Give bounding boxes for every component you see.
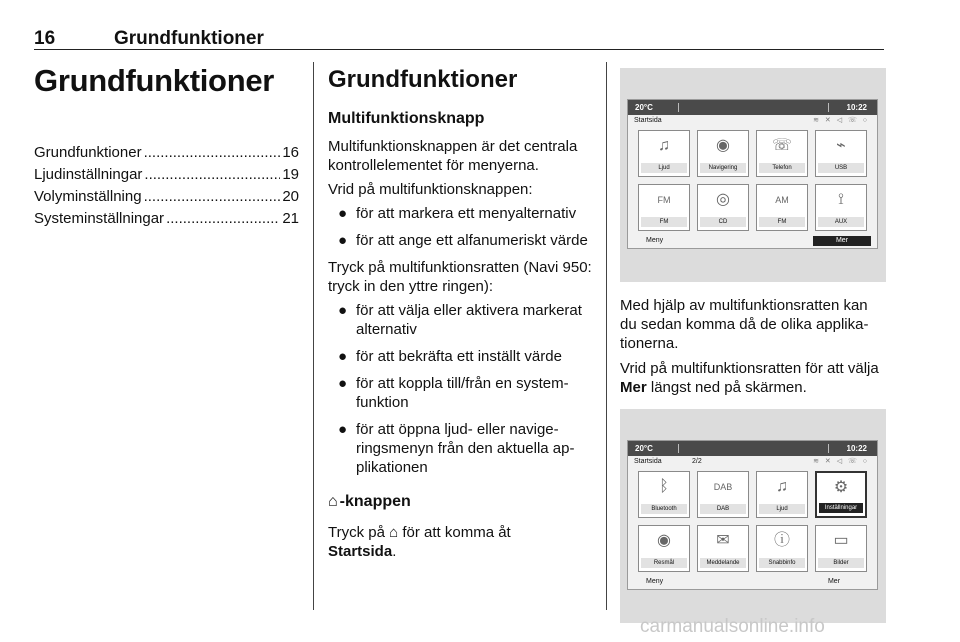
- page-header: [34, 28, 884, 50]
- toc-entry[interactable]: [34, 164, 299, 186]
- toc-label: Volyminställning: [34, 188, 142, 205]
- bullet-text: för att ange ett alfanumeriskt värde: [356, 232, 588, 249]
- toc-page: 20: [282, 188, 299, 205]
- app-tile-audio[interactable]: ♫ Ljud: [638, 130, 690, 177]
- infotainment-screen: [627, 440, 878, 590]
- chapter-title: Grundfunktioner: [34, 63, 275, 98]
- column-divider: [313, 62, 314, 610]
- gear-icon: ⚙: [833, 479, 849, 496]
- toc-leader: [144, 164, 280, 186]
- clock: 10:22: [846, 103, 867, 112]
- screen-bottom-bar: [628, 575, 877, 589]
- home-target: Startsida: [328, 543, 393, 560]
- app-tile-settings[interactable]: ⚙ Inställningar: [815, 471, 867, 518]
- envelope-icon: ✉: [716, 532, 730, 549]
- home-icon: ⌂: [328, 493, 338, 510]
- page-number: 16: [34, 28, 56, 49]
- home-text-post: för att komma åt: [402, 524, 511, 541]
- info-icon: ⓘ: [773, 532, 790, 549]
- app-grid: [638, 471, 870, 572]
- screen-bottom-bar: [628, 234, 877, 248]
- text-bold: Mer: [620, 379, 647, 396]
- app-tile-am[interactable]: AM FM: [756, 184, 808, 231]
- toc-label: Systeminställningar: [34, 210, 165, 227]
- toc-entry[interactable]: [34, 208, 299, 230]
- body-column: [328, 62, 596, 566]
- disc-icon: ◎: [716, 191, 730, 208]
- paragraph: Med hjälp av multifunktionsratten kan du sedan komma då de olika applikationerna.: [620, 297, 869, 352]
- status-bar: [628, 100, 877, 115]
- home-paragraph: [328, 523, 596, 561]
- toc-page: 21: [282, 210, 299, 227]
- phone-icon: ☏: [771, 137, 792, 154]
- audio-icon: ♫: [658, 137, 670, 154]
- push-lead: Tryck på multifunktionsratten (Navi 950: tryck in den yttre ringen):: [328, 259, 592, 295]
- list-item: ● för att markera ett menyalternativ: [328, 204, 596, 223]
- bullet-text: för att bekräfta ett inställt värde: [356, 348, 562, 365]
- app-tile-cd[interactable]: ◎ CD: [697, 184, 749, 231]
- status-icons: ≋ ✕ ◁ ☏ ○: [813, 458, 869, 465]
- subsection-heading: Multifunktionsknapp: [328, 110, 485, 127]
- app-tile-audio[interactable]: ♫ Ljud: [756, 471, 808, 518]
- app-tile-destination[interactable]: ◉ Resmål: [638, 525, 690, 572]
- list-item: ● för att koppla till/från en systemfunktion: [328, 374, 596, 412]
- app-tile-phone[interactable]: ☏ Telefon: [756, 130, 808, 177]
- toc-label: Grundfunktioner: [34, 144, 142, 161]
- app-tile-navigation[interactable]: ◉ Navigering: [697, 130, 749, 177]
- audio-icon: ♫: [776, 478, 788, 495]
- figure-caption-text: [620, 296, 886, 397]
- home-heading-text: -knappen: [339, 493, 411, 510]
- more-button[interactable]: Mer: [813, 236, 871, 246]
- temperature: 20°C: [635, 103, 653, 112]
- globe-icon: ◉: [657, 532, 671, 549]
- home-button-heading: [328, 491, 596, 513]
- toc-leader: [166, 208, 280, 230]
- usb-icon: ⌁: [836, 137, 846, 154]
- toc-entry[interactable]: [34, 186, 299, 208]
- list-item: ● för att öppna ljud- eller navigeringsmenyn från den aktuella applikationen: [328, 420, 596, 477]
- bullet-text: för att markera ett menyalternativ: [356, 205, 577, 222]
- home-icon: ⌂: [389, 524, 399, 541]
- status-icons: ≋ ✕ ◁ ☏ ○: [813, 117, 869, 124]
- toc-leader: [144, 186, 281, 208]
- chapter-column: [34, 62, 299, 230]
- paragraph: [620, 359, 886, 397]
- screen-figure-1: [620, 68, 886, 282]
- globe-icon: ◉: [716, 137, 730, 154]
- picture-icon: ▭: [833, 532, 849, 549]
- screen-subheader: [628, 456, 877, 468]
- app-tile-messages[interactable]: ✉ Meddelande: [697, 525, 749, 572]
- toc-leader: [144, 142, 281, 164]
- bullet-text: för att öppna ljud- eller navigeringsmenyn från den aktuella applikationen: [356, 421, 575, 476]
- more-button[interactable]: Mer: [827, 578, 841, 585]
- home-text-pre: Tryck på: [328, 524, 385, 541]
- screen-subheader: [628, 115, 877, 127]
- app-tile-usb[interactable]: ⌁ USB: [815, 130, 867, 177]
- bullet-text: för att koppla till/från en systemfunktion: [356, 375, 569, 411]
- app-tile-fm[interactable]: FM FM: [638, 184, 690, 231]
- app-tile-bluetooth[interactable]: ᛒ Bluetooth: [638, 471, 690, 518]
- app-tile-pictures[interactable]: ▭ Bilder: [815, 525, 867, 572]
- page-indicator: 2/2: [692, 458, 702, 465]
- list-item: ● för att ange ett alfanumeriskt värde: [328, 231, 596, 250]
- aux-icon: ⟟: [838, 191, 844, 208]
- menu-button[interactable]: Meny: [646, 578, 664, 585]
- toc-page: 19: [282, 166, 299, 183]
- table-of-contents: [34, 142, 299, 230]
- app-tile-aux[interactable]: ⟟ AUX: [815, 184, 867, 231]
- radio-icon: AM: [775, 195, 789, 205]
- figure-column: [620, 62, 886, 623]
- turn-lead: Vrid på multifunktionsknappen:: [328, 181, 533, 198]
- list-item: ● för att bekräfta ett inställt värde: [328, 347, 596, 366]
- home-period: .: [392, 543, 397, 560]
- radio-icon: FM: [657, 195, 671, 205]
- toc-label: Ljudinställningar: [34, 166, 143, 183]
- bluetooth-icon: ᛒ: [659, 478, 669, 495]
- menu-button[interactable]: Meny: [646, 237, 664, 244]
- bullet-text: för att välja eller aktivera markerat alternativ: [356, 302, 582, 338]
- app-tile-quickinfo[interactable]: ⓘ Snabbinfo: [756, 525, 808, 572]
- screen-label: Startsida: [634, 117, 662, 124]
- dab-icon: DAB: [713, 482, 733, 492]
- toc-page: 16: [282, 144, 299, 161]
- toc-entry[interactable]: [34, 142, 299, 164]
- temperature: 20°C: [635, 444, 653, 453]
- section-heading: Grundfunktioner: [328, 66, 518, 93]
- column-divider: [606, 62, 607, 610]
- list-item: ● för att välja eller aktivera markerat alternativ: [328, 301, 596, 339]
- screen-label: Startsida: [634, 458, 662, 465]
- text-post: längst ned på skärmen.: [650, 379, 807, 396]
- running-title: Grundfunktioner: [114, 28, 264, 49]
- screen-figure-2: [620, 409, 886, 623]
- status-bar: [628, 441, 877, 456]
- clock: 10:22: [846, 444, 867, 453]
- app-grid: [638, 130, 870, 231]
- watermark: carmanualsonline.info: [640, 616, 825, 637]
- text-pre: Vrid på multifunktionsratten för att välja: [620, 360, 879, 377]
- app-tile-dab[interactable]: DAB DAB: [697, 471, 749, 518]
- infotainment-screen: [627, 99, 878, 249]
- intro-paragraph: Multifunktionsknappen är det centrala kontrollelementet för menyerna.: [328, 138, 578, 174]
